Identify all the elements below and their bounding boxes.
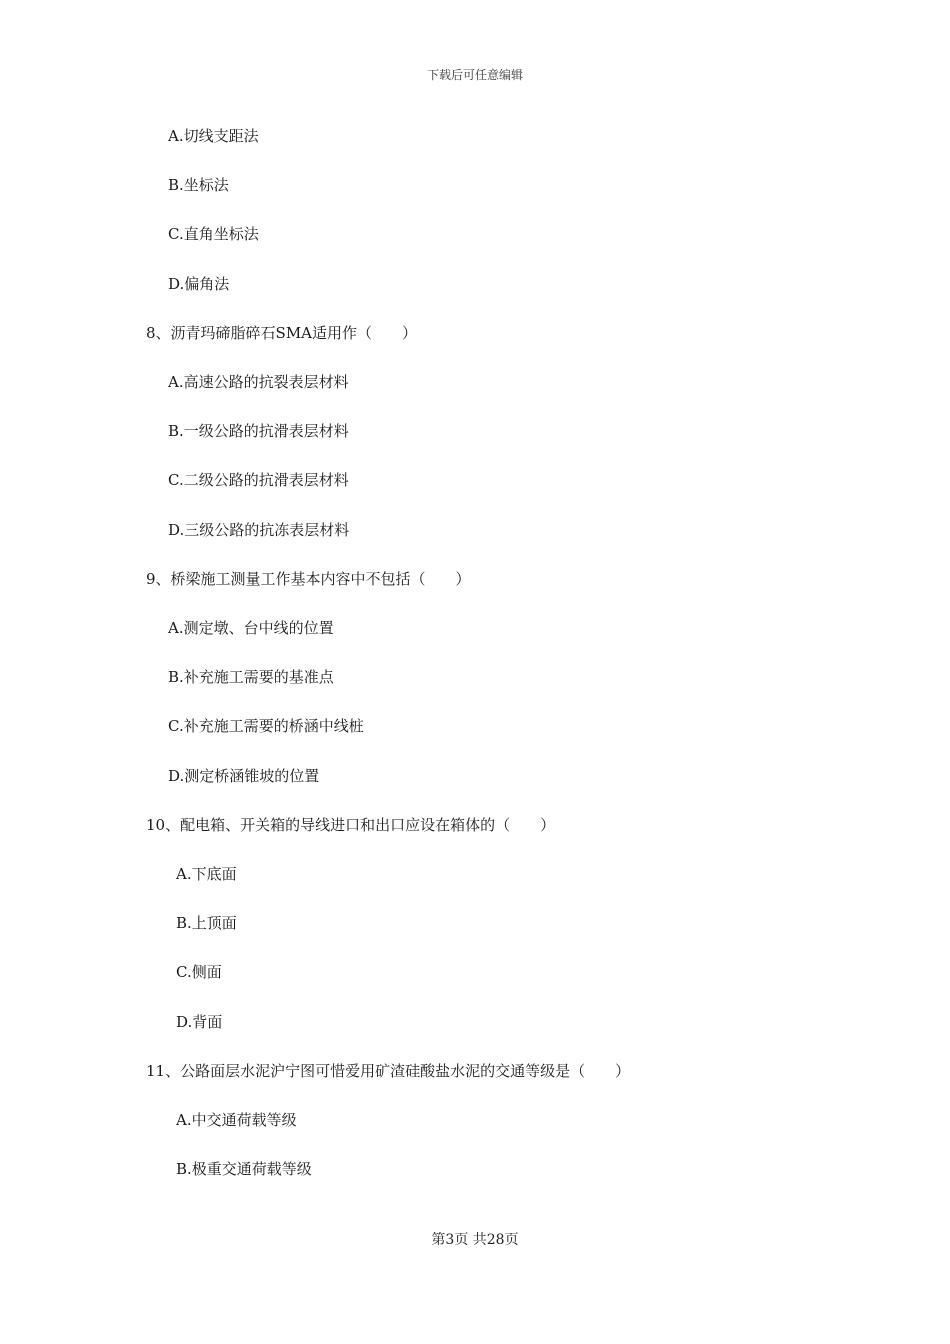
option-7b: B.坐标法 bbox=[168, 176, 229, 194]
option-11b: B.极重交通荷载等级 bbox=[176, 1160, 312, 1178]
option-8a: A.高速公路的抗裂表层材料 bbox=[168, 373, 349, 391]
option-7a: A.切线支距法 bbox=[168, 127, 259, 145]
option-8b: B.一级公路的抗滑表层材料 bbox=[168, 422, 349, 440]
page-header: 下载后可任意编辑 bbox=[426, 68, 523, 82]
option-7c: C.直角坐标法 bbox=[168, 225, 259, 243]
option-9b: B.补充施工需要的基准点 bbox=[168, 668, 334, 686]
option-10d: D.背面 bbox=[176, 1013, 223, 1031]
option-10c: C.侧面 bbox=[176, 963, 222, 981]
question-10: 10、配电箱、开关箱的导线进口和出口应设在箱体的（ ） bbox=[146, 816, 556, 834]
option-9a: A.测定墩、台中线的位置 bbox=[168, 619, 334, 637]
question-11: 11、公路面层水泥沪宁图可惜爱用矿渣硅酸盐水泥的交通等级是（ ） bbox=[146, 1062, 631, 1080]
option-9c: C.补充施工需要的桥涵中线桩 bbox=[168, 717, 364, 735]
option-8d: D.三级公路的抗冻表层材料 bbox=[168, 521, 350, 539]
option-8c: C.二级公路的抗滑表层材料 bbox=[168, 471, 349, 489]
option-9d: D.测定桥涵锥坡的位置 bbox=[168, 767, 320, 785]
question-9: 9、桥梁施工测量工作基本内容中不包括（ ） bbox=[146, 570, 471, 588]
option-10b: B.上顶面 bbox=[176, 914, 237, 932]
option-7d: D.偏角法 bbox=[168, 275, 230, 293]
page-footer: 第3页 共28页 bbox=[431, 1232, 519, 1248]
option-11a: A.中交通荷载等级 bbox=[176, 1111, 297, 1129]
question-8: 8、沥青玛碲脂碎石SMA适用作（ ） bbox=[146, 324, 418, 342]
option-10a: A.下底面 bbox=[176, 865, 237, 883]
